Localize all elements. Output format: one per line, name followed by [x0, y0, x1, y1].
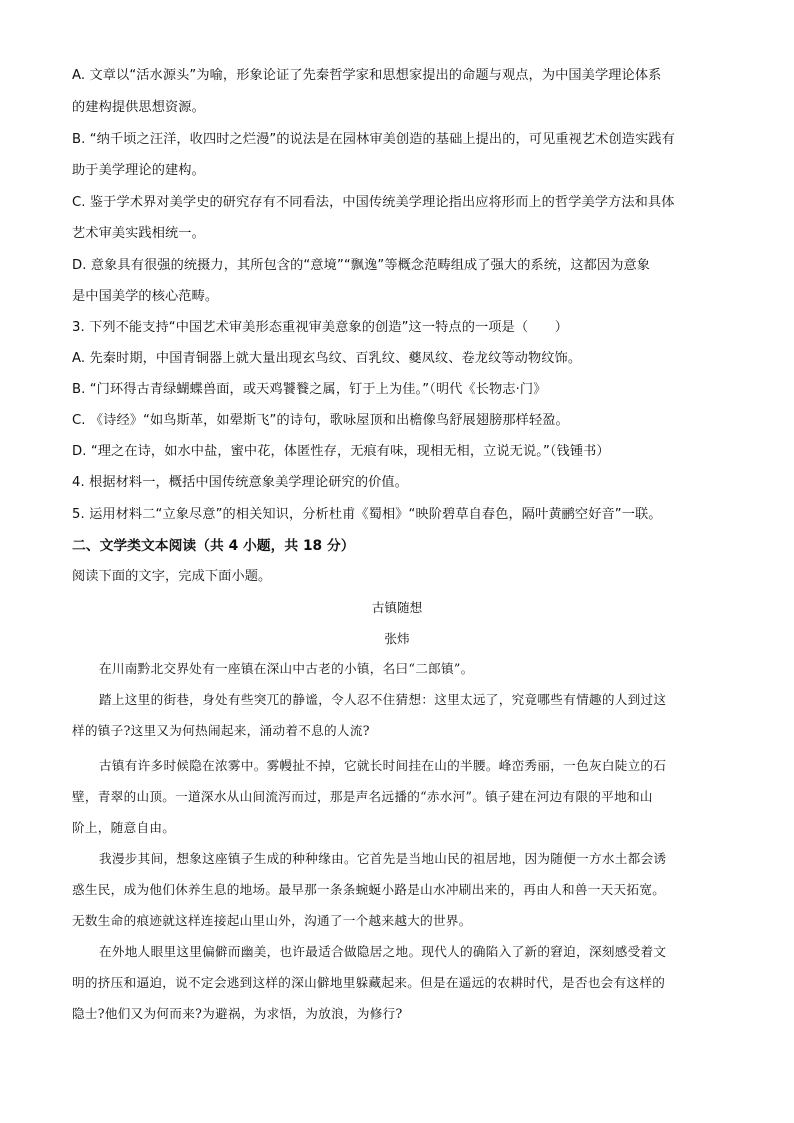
q2-option-c-line-1: C. 鉴于学术界对美学史的研究存有不同看法，中国传统美学理论指出应将形而上的哲学美学方法和具体: [72, 195, 675, 210]
q2-option-d-line-1: D. 意象具有很强的统摄力，其所包含的“意境”“飘逸”等概念范畴组成了强大的系统，这都因为意象: [72, 258, 651, 273]
essay-paragraph-2-line-2: 样的镇子?这里又为何热闹起来，涌动着不息的人流?: [72, 723, 370, 738]
q4-stem: 4. 根据材料一，概括中国传统意象美学理论研究的价值。: [72, 475, 408, 490]
essay-paragraph-4-line-2: 惑生民，成为他们休养生息的地场。最早那一条条蜿蜒小路是山水冲刷出来的，再由人和兽一天天拓宽。: [72, 882, 666, 897]
q3-option-b: B. “门环得古青绿蝴蝶兽面，或天鸡饕餮之属，钉于上为佳。”（明代《长物志·门》: [72, 382, 547, 397]
q2-option-b-line-1: B. “纳千顷之汪洋，收四时之烂漫”的说法是在园林审美创造的基础上提出的，可见重视艺术创造实践有: [72, 132, 675, 147]
q5-stem: 5. 运用材料二“立象尽意”的相关知识，分析杜甫《蜀相》“映阶碧草自春色，隔叶黄鹂空好音”一联。: [72, 507, 662, 522]
essay-paragraph-1: 在川南黔北交界处有一座镇在深山中古老的小镇，名曰“二郎镇”。: [99, 661, 474, 676]
section-instruction: 阅读下面的文字，完成下面小题。: [72, 569, 272, 584]
essay-author: 张炜: [384, 631, 410, 646]
essay-paragraph-3-line-2: 壁，青翠的山顶。一道深水从山间流泻而过，那是声名远播的“赤水河”。镇子建在河边有限的平地和山: [72, 789, 653, 804]
q3-option-c: C. 《诗经》“如鸟斯革，如翚斯飞”的诗句，歌咏屋顶和出檐像鸟舒展翅膀那样轻盈。: [72, 413, 569, 428]
q2-option-c-line-2: 艺术审美实践相统一。: [72, 226, 205, 241]
essay-paragraph-3-line-1: 古镇有许多时候隐在浓雾中。雾幔扯不掉，它就长时间挂在山的半腰。峰峦秀丽，一色灰白陡立的石: [99, 758, 667, 773]
essay-paragraph-4-line-1: 我漫步其间，想象这座镇子生成的种种缘由。它首先是当地山民的祖居地，因为随便一方水土都会诱: [99, 851, 667, 866]
q2-option-a-line-2: 的建构提供思想资源。: [72, 100, 205, 115]
essay-title: 古镇随想: [371, 600, 423, 615]
q3-stem: 3. 下列不能支持“中国艺术审美形态重视审美意象的创造”这一特点的一项是（ ）: [72, 320, 568, 335]
essay-paragraph-5-line-1: 在外地人眼里这里偏僻而幽美，也许最适合做隐居之地。现代人的确陷入了新的窘迫，深刻感受着文: [99, 944, 667, 959]
q3-option-a: A. 先秦时期，中国青铜器上就大量出现玄鸟纹、百乳纹、夔凤纹、卷龙纹等动物纹饰。: [72, 351, 582, 366]
q2-option-b-line-2: 助于美学理论的建构。: [72, 163, 205, 178]
essay-paragraph-5-line-2: 明的挤压和逼迫，说不定会逃到这样的深山僻地里躲藏起来。但是在遥远的农耕时代，是否也会有这样的: [72, 975, 666, 990]
q2-option-a-line-1: A. 文章以“活水源头”为喻，形象论证了先秦哲学家和思想家提出的命题与观点，为中国美学理论体系: [72, 68, 662, 83]
section-heading: 二、文学类文本阅读（共 4 小题，共 18 分）: [72, 538, 355, 554]
essay-paragraph-5-line-3: 隐士?他们又为何而来?为避祸，为求悟，为放浪，为修行?: [72, 1006, 403, 1021]
essay-paragraph-2-line-1: 踏上这里的街巷，身处有些突兀的静谧，令人忍不住猜想：这里太远了，究竟哪些有情趣的人到过这: [99, 692, 667, 707]
q2-option-d-line-2: 是中国美学的核心范畴。: [72, 289, 219, 304]
essay-paragraph-3-line-3: 阶上，随意自由。: [72, 820, 176, 835]
essay-paragraph-4-line-3: 无数生命的痕迹就这样连接起山里山外，沟通了一个越来越大的世界。: [72, 913, 472, 928]
q3-option-d: D. “理之在诗，如水中盐，蜜中花，体匿性存，无痕有味，现相无相，立说无说。”（钱锺书）: [72, 444, 610, 459]
